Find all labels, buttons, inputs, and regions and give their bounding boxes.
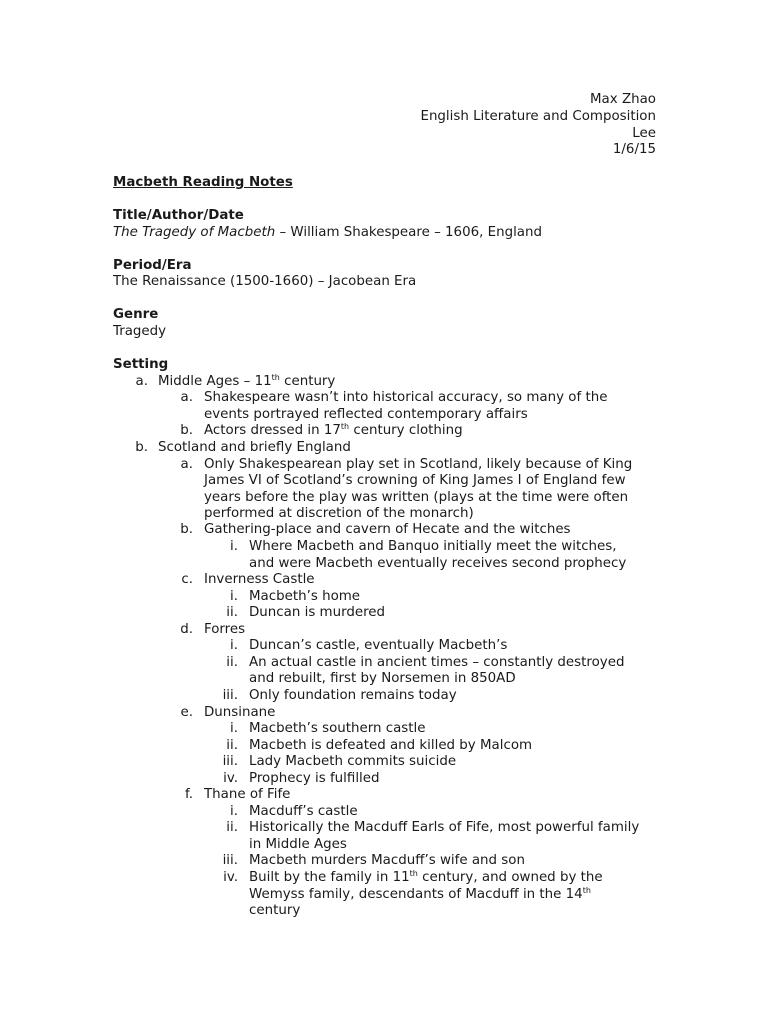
list-marker: f.: [185, 787, 193, 802]
work-title: The Tragedy of Macbeth: [113, 225, 276, 240]
list-item-text: Prophecy is fulfilled: [249, 771, 380, 786]
list-item-text: Shakespeare wasn’t into historical accuracy, so many of the: [204, 390, 608, 405]
section-heading-period: Period/Era: [113, 258, 192, 273]
author-and-date: – William Shakespeare – 1606, England: [275, 225, 542, 240]
list-marker: i.: [230, 721, 238, 736]
list-marker: i.: [230, 589, 238, 604]
list-item-text: Historically the Macduff Earls of Fife, most powerful family: [249, 820, 640, 835]
list-item-text: in Middle Ages: [249, 837, 347, 852]
section-heading-title-author-date: Title/Author/Date: [113, 208, 244, 223]
list-marker: iii.: [222, 853, 238, 868]
list-item-text: Gathering-place and cavern of Hecate and the witches: [204, 522, 571, 537]
title-author-date-line: [113, 225, 542, 242]
list-item-text: Dunsinane: [204, 705, 276, 720]
list-item-text: Wemyss family, descendants of Macduff in the 14th: [249, 886, 591, 902]
list-marker: i.: [230, 539, 238, 554]
genre-text: Tragedy: [113, 324, 167, 339]
list-item-text: Only foundation remains today: [249, 688, 457, 703]
author-name: Max Zhao: [590, 92, 656, 107]
list-item-text: Thane of Fife: [204, 787, 291, 802]
period-text: The Renaissance (1500-1660) – Jacobean Era: [113, 274, 417, 289]
list-item-text: Actors dressed in 17th century clothing: [204, 422, 463, 438]
list-marker: d.: [180, 622, 193, 637]
list-marker: i.: [230, 804, 238, 819]
list-item-scotland: Scotland and briefly England: [158, 440, 351, 455]
list-item-text: Macbeth murders Macduff’s wife and son: [249, 853, 525, 868]
list-item-text: Duncan’s castle, eventually Macbeth’s: [249, 638, 508, 653]
list-item-text: events portrayed reflected contemporary affairs: [204, 407, 528, 422]
list-item-text: Macbeth is defeated and killed by Malcom: [249, 738, 533, 753]
list-marker: c.: [181, 572, 193, 587]
list-item-text: Macbeth’s home: [249, 589, 361, 604]
list-marker: b.: [135, 440, 148, 455]
list-marker: a.: [180, 457, 193, 472]
list-item-text: Inverness Castle: [204, 572, 315, 587]
list-item-text: Duncan is murdered: [249, 605, 386, 620]
list-item-text: Macduff’s castle: [249, 804, 358, 819]
list-item-text: and were Macbeth eventually receives second prophecy: [249, 556, 627, 571]
list-item-text: Forres: [204, 622, 246, 637]
list-item-text: Lady Macbeth commits suicide: [249, 754, 457, 769]
list-marker: iii.: [222, 688, 238, 703]
list-item-text: Where Macbeth and Banquo initially meet the witches,: [249, 539, 617, 554]
list-item-text: century: [249, 903, 301, 918]
list-item-text: performed at discretion of the monarch): [204, 506, 474, 521]
list-item-text: Macbeth’s southern castle: [249, 721, 426, 736]
list-marker: iv.: [223, 870, 238, 885]
list-marker: ii.: [226, 820, 238, 835]
section-heading-setting: Setting: [113, 357, 169, 372]
list-marker: a.: [180, 390, 193, 405]
teacher-name: Lee: [632, 126, 656, 141]
list-marker: iii.: [222, 754, 238, 769]
document-title: Macbeth Reading Notes: [113, 175, 293, 190]
section-heading-genre: Genre: [113, 307, 159, 322]
list-item-text: Built by the family in 11th century, and owned by the: [249, 869, 603, 885]
list-marker: ii.: [226, 605, 238, 620]
list-marker: i.: [230, 638, 238, 653]
list-marker: e.: [180, 705, 193, 720]
document-date: 1/6/15: [612, 142, 656, 157]
list-marker: b.: [180, 522, 193, 537]
list-item-text: Only Shakespearean play set in Scotland, likely because of King: [204, 457, 633, 472]
list-marker: ii.: [226, 738, 238, 753]
list-item-text: An actual castle in ancient times – constantly destroyed: [249, 655, 625, 670]
list-marker: iv.: [223, 771, 238, 786]
list-marker: a.: [135, 374, 148, 389]
list-item-text: James VI of Scotland’s crowning of King James I of England few: [204, 473, 626, 488]
course-name: English Literature and Composition: [420, 109, 656, 124]
list-item-text: and rebuilt, first by Norsemen in 850AD: [249, 671, 516, 686]
list-marker: b.: [180, 423, 193, 438]
list-item-text: years before the play was written (plays at the time were often: [204, 490, 629, 505]
list-item-middle-ages: Middle Ages – 11th century: [158, 373, 336, 389]
list-marker: ii.: [226, 655, 238, 670]
